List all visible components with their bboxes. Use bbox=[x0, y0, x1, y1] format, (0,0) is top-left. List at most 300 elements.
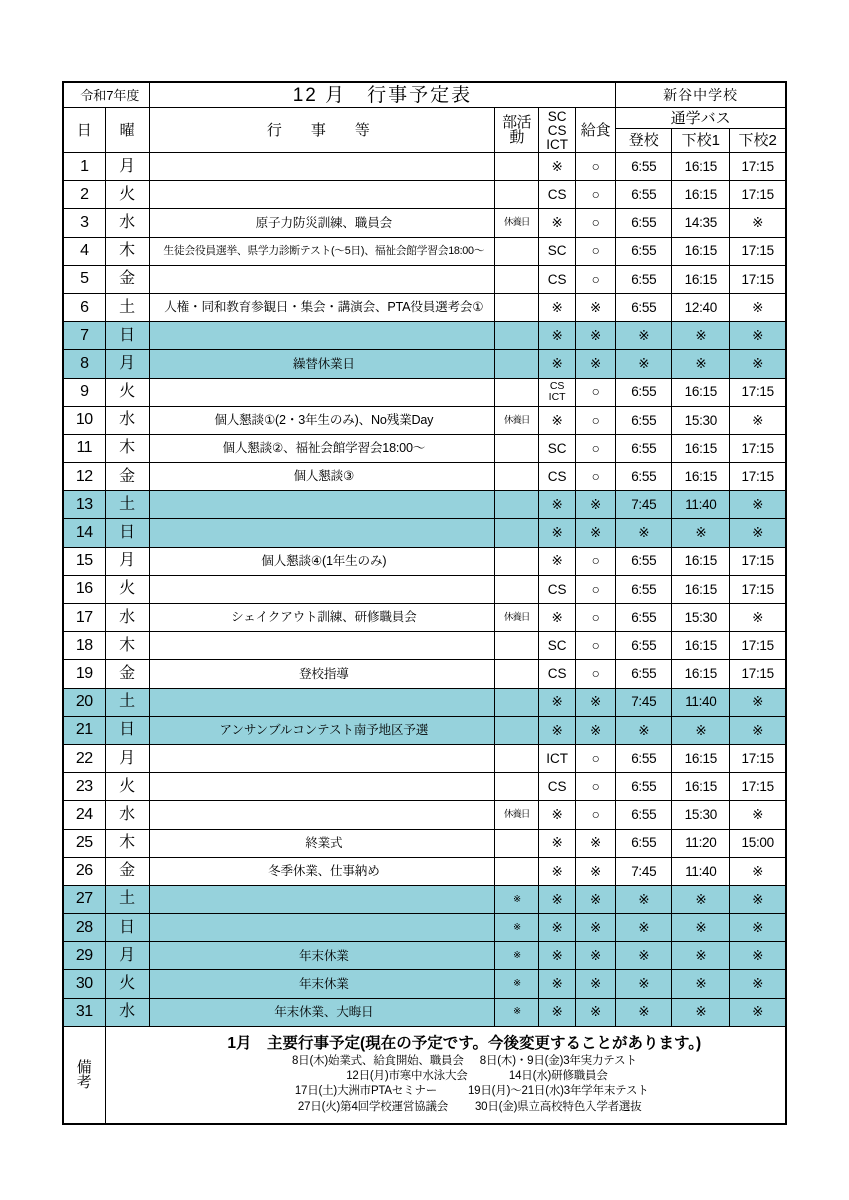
cell-bus-return1: ※ bbox=[672, 350, 730, 378]
cell-club-activity: 休養日 bbox=[495, 604, 539, 632]
cell-bus-arrival: 6:55 bbox=[616, 406, 672, 434]
col-header-bus-return2: 下校2 bbox=[730, 129, 786, 153]
cell-club-activity bbox=[495, 688, 539, 716]
cell-day-number: 16 bbox=[63, 575, 105, 603]
table-row bbox=[63, 153, 786, 181]
cell-bus-return2: ※ bbox=[730, 406, 786, 434]
cell-weekday: 土 bbox=[105, 293, 149, 321]
cell-club-activity bbox=[495, 857, 539, 885]
remarks-line-left: 27日(火)第4回学校運営協議会 bbox=[297, 1100, 449, 1113]
cell-bus-return1: 16:15 bbox=[672, 181, 730, 209]
cell-bus-return1: 11:40 bbox=[672, 688, 730, 716]
cell-lunch: ※ bbox=[576, 491, 616, 519]
cell-bus-return1: ※ bbox=[672, 914, 730, 942]
remarks-label-char2: 考 bbox=[76, 1073, 92, 1091]
remarks-line bbox=[128, 1069, 785, 1084]
cell-club-activity bbox=[495, 491, 539, 519]
cell-bus-return1: 16:15 bbox=[672, 773, 730, 801]
cell-bus-arrival: 6:55 bbox=[616, 181, 672, 209]
cell-sc-cs-ict: ※ bbox=[539, 322, 576, 350]
cell-club-activity bbox=[495, 181, 539, 209]
cell-club-activity bbox=[495, 660, 539, 688]
cell-event-text: 年末休業 bbox=[149, 942, 494, 970]
table-row bbox=[63, 632, 786, 660]
cell-bus-arrival: 6:55 bbox=[616, 575, 672, 603]
cell-event-text: 個人懇談④(1年生のみ) bbox=[149, 547, 494, 575]
cell-weekday: 日 bbox=[105, 519, 149, 547]
cell-sc-cs-ict: ※ bbox=[539, 153, 576, 181]
cell-sc-cs-ict: CS bbox=[539, 265, 576, 293]
table-row bbox=[63, 519, 786, 547]
cell-sc-cs-ict: ※ bbox=[539, 350, 576, 378]
cell-weekday: 月 bbox=[105, 547, 149, 575]
cell-event-text bbox=[149, 265, 494, 293]
cell-event-text bbox=[149, 491, 494, 519]
cell-bus-arrival: 6:55 bbox=[616, 547, 672, 575]
cell-day-number: 13 bbox=[63, 491, 105, 519]
table-row bbox=[63, 829, 786, 857]
cell-bus-return1: ※ bbox=[672, 998, 730, 1026]
cell-bus-return2: 17:15 bbox=[730, 575, 786, 603]
cell-bus-return1: ※ bbox=[672, 970, 730, 998]
cell-bus-return2: 17:15 bbox=[730, 181, 786, 209]
cell-club-activity bbox=[495, 632, 539, 660]
cell-event-text bbox=[149, 914, 494, 942]
cell-day-number: 26 bbox=[63, 857, 105, 885]
remarks-body bbox=[105, 1026, 786, 1124]
table-row bbox=[63, 350, 786, 378]
cell-bus-arrival: 6:55 bbox=[616, 378, 672, 406]
cell-lunch: ※ bbox=[576, 942, 616, 970]
cell-weekday: 日 bbox=[105, 716, 149, 744]
cell-bus-arrival: 7:45 bbox=[616, 857, 672, 885]
table-row bbox=[63, 434, 786, 462]
cell-club-activity bbox=[495, 744, 539, 772]
cell-bus-return1: 15:30 bbox=[672, 604, 730, 632]
cell-sc-cs-ict: ※ bbox=[539, 801, 576, 829]
cell-bus-return1: 16:15 bbox=[672, 153, 730, 181]
table-row bbox=[63, 970, 786, 998]
cell-bus-return1: ※ bbox=[672, 885, 730, 913]
cell-weekday: 水 bbox=[105, 406, 149, 434]
cell-bus-arrival: ※ bbox=[616, 322, 672, 350]
cell-lunch: ※ bbox=[576, 716, 616, 744]
cell-lunch: ○ bbox=[576, 265, 616, 293]
cell-bus-return2: 15:00 bbox=[730, 829, 786, 857]
cell-lunch: ○ bbox=[576, 463, 616, 491]
cell-lunch: ※ bbox=[576, 829, 616, 857]
cell-event-text bbox=[149, 378, 494, 406]
cell-event-text: アンサンブルコンテスト南予地区予選 bbox=[149, 716, 494, 744]
cell-bus-arrival: 6:55 bbox=[616, 209, 672, 237]
cell-bus-return2: ※ bbox=[730, 322, 786, 350]
cell-day-number: 10 bbox=[63, 406, 105, 434]
cell-day-number: 19 bbox=[63, 660, 105, 688]
cell-bus-arrival: 6:55 bbox=[616, 744, 672, 772]
cell-weekday: 木 bbox=[105, 632, 149, 660]
cell-bus-return2: 17:15 bbox=[730, 434, 786, 462]
cell-bus-return2: 17:15 bbox=[730, 547, 786, 575]
table-row bbox=[63, 181, 786, 209]
cell-bus-return1: 16:15 bbox=[672, 575, 730, 603]
cell-weekday: 火 bbox=[105, 970, 149, 998]
cell-sc-cs-ict: ※ bbox=[539, 716, 576, 744]
cell-lunch: ○ bbox=[576, 604, 616, 632]
table-row bbox=[63, 265, 786, 293]
col-header-day: 日 bbox=[63, 108, 105, 153]
remarks-label-char1: 備 bbox=[76, 1058, 92, 1076]
cell-club-activity: 休養日 bbox=[495, 801, 539, 829]
remarks-line bbox=[128, 1084, 785, 1099]
cell-day-number: 1 bbox=[63, 153, 105, 181]
col-header-bus-arrival: 登校 bbox=[616, 129, 672, 153]
cell-bus-return2: ※ bbox=[730, 519, 786, 547]
table-row bbox=[63, 463, 786, 491]
cell-club-activity bbox=[495, 322, 539, 350]
cell-weekday: 土 bbox=[105, 885, 149, 913]
remarks-list bbox=[128, 1054, 785, 1115]
cell-weekday: 水 bbox=[105, 604, 149, 632]
cell-bus-return2: ※ bbox=[730, 885, 786, 913]
cell-bus-return1: 11:40 bbox=[672, 491, 730, 519]
cell-day-number: 9 bbox=[63, 378, 105, 406]
cell-bus-return1: 16:15 bbox=[672, 660, 730, 688]
cell-bus-return1: 16:15 bbox=[672, 632, 730, 660]
cell-club-activity bbox=[495, 378, 539, 406]
cell-weekday: 土 bbox=[105, 688, 149, 716]
cell-event-text bbox=[149, 801, 494, 829]
cell-club-activity: 休養日 bbox=[495, 209, 539, 237]
cell-weekday: 月 bbox=[105, 153, 149, 181]
cell-lunch: ○ bbox=[576, 237, 616, 265]
remarks-title: 1月 主要行事予定(現在の予定です。今後変更することがあります。) bbox=[227, 1034, 702, 1052]
table-header-row-1 bbox=[63, 108, 786, 129]
cell-bus-return1: 16:15 bbox=[672, 265, 730, 293]
cell-sc-cs-ict: CS bbox=[539, 575, 576, 603]
cell-lunch: ○ bbox=[576, 801, 616, 829]
cell-event-text: 冬季休業、仕事納め bbox=[149, 857, 494, 885]
cell-weekday: 木 bbox=[105, 434, 149, 462]
cell-event-text: 個人懇談③ bbox=[149, 463, 494, 491]
cell-bus-arrival: 6:55 bbox=[616, 829, 672, 857]
cell-bus-return1: ※ bbox=[672, 519, 730, 547]
cell-day-number: 4 bbox=[63, 237, 105, 265]
cell-club-activity bbox=[495, 575, 539, 603]
cell-lunch: ○ bbox=[576, 209, 616, 237]
cell-sc-cs-ict: SC bbox=[539, 632, 576, 660]
cell-bus-return2: ※ bbox=[730, 716, 786, 744]
cell-lunch: ※ bbox=[576, 519, 616, 547]
cell-day-number: 8 bbox=[63, 350, 105, 378]
table-row bbox=[63, 857, 786, 885]
cell-bus-return2: ※ bbox=[730, 491, 786, 519]
cell-weekday: 火 bbox=[105, 773, 149, 801]
cell-event-text: 原子力防災訓練、職員会 bbox=[149, 209, 494, 237]
cell-sc-line: CS bbox=[549, 379, 565, 392]
cell-sc-cs-ict: ※ bbox=[539, 406, 576, 434]
monthly-schedule-table bbox=[62, 81, 787, 1125]
cell-day-number: 27 bbox=[63, 885, 105, 913]
cell-sc-cs-ict: ※ bbox=[539, 293, 576, 321]
table-row bbox=[63, 575, 786, 603]
cell-bus-arrival: ※ bbox=[616, 350, 672, 378]
cell-bus-return2: ※ bbox=[730, 801, 786, 829]
cell-day-number: 2 bbox=[63, 181, 105, 209]
cell-bus-return2: 17:15 bbox=[730, 265, 786, 293]
table-row bbox=[63, 322, 786, 350]
cell-sc-cs-ict: ※ bbox=[539, 857, 576, 885]
cell-bus-return2: ※ bbox=[730, 970, 786, 998]
cell-weekday: 金 bbox=[105, 660, 149, 688]
cell-day-number: 22 bbox=[63, 744, 105, 772]
cell-day-number: 25 bbox=[63, 829, 105, 857]
cell-lunch: ※ bbox=[576, 885, 616, 913]
cell-sc-cs-ict bbox=[539, 378, 576, 406]
table-row bbox=[63, 744, 786, 772]
cell-bus-return2: 17:15 bbox=[730, 378, 786, 406]
cell-bus-return1: 12:40 bbox=[672, 293, 730, 321]
cell-club-activity: ※ bbox=[495, 998, 539, 1026]
cell-bus-return2: 17:15 bbox=[730, 660, 786, 688]
cell-weekday: 金 bbox=[105, 857, 149, 885]
cell-bus-return1: 15:30 bbox=[672, 406, 730, 434]
cell-lunch: ○ bbox=[576, 632, 616, 660]
cell-sc-cs-ict: ※ bbox=[539, 604, 576, 632]
cell-bus-return1: ※ bbox=[672, 942, 730, 970]
cell-club-activity: ※ bbox=[495, 942, 539, 970]
cell-bus-return2: 17:15 bbox=[730, 773, 786, 801]
cell-weekday: 水 bbox=[105, 209, 149, 237]
cell-sc-cs-ict: ※ bbox=[539, 491, 576, 519]
cell-bus-return1: 16:15 bbox=[672, 547, 730, 575]
cell-event-text bbox=[149, 181, 494, 209]
cell-sc-cs-ict: ※ bbox=[539, 942, 576, 970]
table-row bbox=[63, 688, 786, 716]
cell-lunch: ※ bbox=[576, 293, 616, 321]
cell-weekday: 火 bbox=[105, 181, 149, 209]
cell-bus-return2: 17:15 bbox=[730, 744, 786, 772]
cell-weekday: 木 bbox=[105, 237, 149, 265]
cell-lunch: ○ bbox=[576, 773, 616, 801]
cell-weekday: 日 bbox=[105, 914, 149, 942]
cell-day-number: 21 bbox=[63, 716, 105, 744]
cell-bus-return2: ※ bbox=[730, 857, 786, 885]
col-header-ict: ICT bbox=[546, 136, 568, 152]
cell-event-text bbox=[149, 744, 494, 772]
cell-event-text bbox=[149, 688, 494, 716]
page-title: 12 月 行事予定表 bbox=[149, 82, 616, 108]
cell-club-activity bbox=[495, 265, 539, 293]
col-header-club: 部活動 bbox=[495, 108, 539, 153]
cell-event-text: シェイクアウト訓練、研修職員会 bbox=[149, 604, 494, 632]
col-header-events: 行 事 等 bbox=[149, 108, 494, 153]
cell-club-activity bbox=[495, 547, 539, 575]
cell-weekday: 水 bbox=[105, 998, 149, 1026]
cell-day-number: 31 bbox=[63, 998, 105, 1026]
cell-lunch: ○ bbox=[576, 575, 616, 603]
school-name: 新谷中学校 bbox=[616, 82, 786, 108]
table-row bbox=[63, 998, 786, 1026]
cell-weekday: 火 bbox=[105, 378, 149, 406]
remarks-line-right: 14日(水)研修職員会 bbox=[508, 1070, 608, 1083]
cell-sc-cs-ict: CS bbox=[539, 181, 576, 209]
cell-event-text: 個人懇談②、福祉会館学習会18:00～ bbox=[149, 434, 494, 462]
table-row bbox=[63, 660, 786, 688]
cell-day-number: 7 bbox=[63, 322, 105, 350]
col-header-weekday: 曜 bbox=[105, 108, 149, 153]
cell-day-number: 3 bbox=[63, 209, 105, 237]
cell-day-number: 6 bbox=[63, 293, 105, 321]
cell-bus-arrival: ※ bbox=[616, 998, 672, 1026]
cell-weekday: 金 bbox=[105, 463, 149, 491]
table-row bbox=[63, 604, 786, 632]
cell-bus-return2: ※ bbox=[730, 209, 786, 237]
cell-sc-cs-ict: ※ bbox=[539, 209, 576, 237]
document-title-row bbox=[63, 82, 786, 108]
remarks-line-right: 8日(木)・9日(金)3年実力テスト bbox=[479, 1054, 637, 1067]
cell-club-activity bbox=[495, 829, 539, 857]
cell-lunch: ※ bbox=[576, 857, 616, 885]
cell-club-activity bbox=[495, 716, 539, 744]
cell-event-text bbox=[149, 632, 494, 660]
cell-bus-return2: 17:15 bbox=[730, 237, 786, 265]
table-row bbox=[63, 406, 786, 434]
cell-club-activity: 休養日 bbox=[495, 406, 539, 434]
cell-sc-cs-ict: ※ bbox=[539, 970, 576, 998]
cell-club-activity bbox=[495, 293, 539, 321]
cell-day-number: 24 bbox=[63, 801, 105, 829]
cell-day-number: 11 bbox=[63, 434, 105, 462]
cell-day-number: 23 bbox=[63, 773, 105, 801]
table-row bbox=[63, 773, 786, 801]
cell-bus-return2: 17:15 bbox=[730, 632, 786, 660]
cell-day-number: 20 bbox=[63, 688, 105, 716]
cell-bus-arrival: 6:55 bbox=[616, 632, 672, 660]
table-row bbox=[63, 293, 786, 321]
cell-club-activity bbox=[495, 350, 539, 378]
cell-sc-cs-ict: ※ bbox=[539, 829, 576, 857]
col-header-school-bus: 通学バス bbox=[616, 108, 786, 129]
cell-bus-return1: 16:15 bbox=[672, 237, 730, 265]
cell-day-number: 17 bbox=[63, 604, 105, 632]
table-row bbox=[63, 378, 786, 406]
cell-weekday: 水 bbox=[105, 801, 149, 829]
remarks-line bbox=[128, 1054, 785, 1069]
cell-bus-arrival: 6:55 bbox=[616, 434, 672, 462]
col-header-bus-return1: 下校1 bbox=[672, 129, 730, 153]
table-row bbox=[63, 885, 786, 913]
cell-lunch: ※ bbox=[576, 322, 616, 350]
cell-event-text bbox=[149, 885, 494, 913]
remarks-line-left: 12日(月)市寒中水泳大会 bbox=[346, 1070, 468, 1083]
cell-lunch: ○ bbox=[576, 547, 616, 575]
cell-bus-return2: ※ bbox=[730, 350, 786, 378]
cell-event-text bbox=[149, 519, 494, 547]
cell-lunch: ※ bbox=[576, 914, 616, 942]
cell-bus-arrival: 6:55 bbox=[616, 773, 672, 801]
cell-day-number: 18 bbox=[63, 632, 105, 660]
cell-lunch: ※ bbox=[576, 970, 616, 998]
cell-sc-cs-ict: ※ bbox=[539, 998, 576, 1026]
cell-weekday: 月 bbox=[105, 350, 149, 378]
cell-sc-cs-ict: CS bbox=[539, 463, 576, 491]
remarks-line-right: 19日(月)～21日(水)3年学年末テスト bbox=[467, 1085, 649, 1098]
cell-weekday: 日 bbox=[105, 322, 149, 350]
cell-sc-cs-ict: ICT bbox=[539, 744, 576, 772]
cell-lunch: ○ bbox=[576, 406, 616, 434]
cell-bus-arrival: ※ bbox=[616, 914, 672, 942]
table-row bbox=[63, 942, 786, 970]
cell-day-number: 30 bbox=[63, 970, 105, 998]
cell-event-text: 年末休業 bbox=[149, 970, 494, 998]
cell-club-activity bbox=[495, 434, 539, 462]
cell-bus-return2: 17:15 bbox=[730, 153, 786, 181]
cell-club-activity: ※ bbox=[495, 970, 539, 998]
schedule-sheet bbox=[62, 81, 787, 1125]
cell-sc-cs-ict: SC bbox=[539, 237, 576, 265]
cell-club-activity bbox=[495, 237, 539, 265]
cell-day-number: 14 bbox=[63, 519, 105, 547]
cell-club-activity bbox=[495, 463, 539, 491]
cell-weekday: 月 bbox=[105, 942, 149, 970]
cell-bus-arrival: 7:45 bbox=[616, 491, 672, 519]
cell-weekday: 金 bbox=[105, 265, 149, 293]
cell-day-number: 28 bbox=[63, 914, 105, 942]
cell-weekday: 土 bbox=[105, 491, 149, 519]
cell-event-text bbox=[149, 575, 494, 603]
cell-bus-arrival: ※ bbox=[616, 970, 672, 998]
cell-lunch: ○ bbox=[576, 660, 616, 688]
cell-bus-arrival: 6:55 bbox=[616, 293, 672, 321]
table-row bbox=[63, 801, 786, 829]
cell-bus-arrival: 6:55 bbox=[616, 153, 672, 181]
cell-bus-return1: ※ bbox=[672, 322, 730, 350]
cell-bus-arrival: 6:55 bbox=[616, 265, 672, 293]
cell-bus-return1: 16:15 bbox=[672, 378, 730, 406]
cell-event-text: 繰替休業日 bbox=[149, 350, 494, 378]
table-row bbox=[63, 914, 786, 942]
cell-sc-cs-ict: ※ bbox=[539, 519, 576, 547]
cell-event-text bbox=[149, 773, 494, 801]
cell-day-number: 15 bbox=[63, 547, 105, 575]
cell-club-activity: ※ bbox=[495, 885, 539, 913]
table-row bbox=[63, 209, 786, 237]
cell-event-text: 登校指導 bbox=[149, 660, 494, 688]
cell-bus-arrival: ※ bbox=[616, 519, 672, 547]
col-header-lunch: 給食 bbox=[576, 108, 616, 153]
col-header-sc: SC bbox=[547, 108, 567, 124]
cell-lunch: ○ bbox=[576, 434, 616, 462]
cell-event-text bbox=[149, 322, 494, 350]
cell-weekday: 木 bbox=[105, 829, 149, 857]
cell-bus-return2: ※ bbox=[730, 942, 786, 970]
table-row bbox=[63, 716, 786, 744]
cell-lunch: ○ bbox=[576, 378, 616, 406]
cell-sc-cs-ict: CS bbox=[539, 660, 576, 688]
cell-bus-return1: ※ bbox=[672, 716, 730, 744]
cell-lunch: ○ bbox=[576, 744, 616, 772]
cell-club-activity: ※ bbox=[495, 914, 539, 942]
cell-bus-return1: 16:15 bbox=[672, 744, 730, 772]
cell-day-number: 29 bbox=[63, 942, 105, 970]
cell-bus-arrival: 6:55 bbox=[616, 660, 672, 688]
col-header-cs: CS bbox=[547, 122, 567, 138]
cell-sc-cs-ict: ※ bbox=[539, 885, 576, 913]
cell-club-activity bbox=[495, 519, 539, 547]
cell-event-text: 終業式 bbox=[149, 829, 494, 857]
cell-bus-arrival: ※ bbox=[616, 885, 672, 913]
cell-bus-arrival: ※ bbox=[616, 716, 672, 744]
